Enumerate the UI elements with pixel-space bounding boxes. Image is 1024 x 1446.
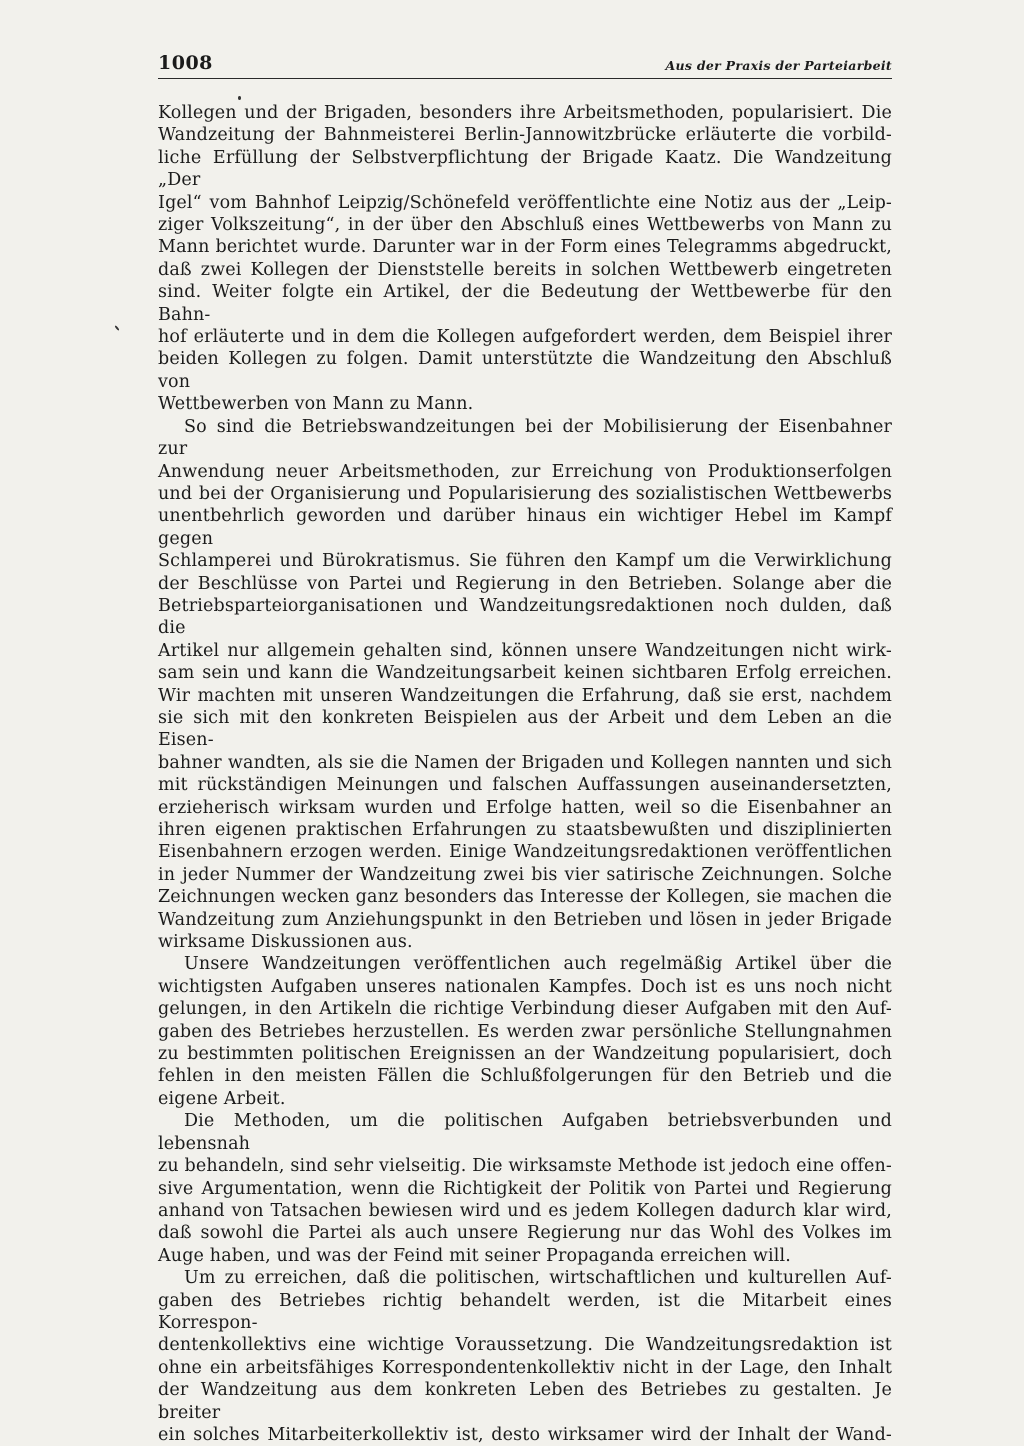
text-line: Unsere Wandzeitungen veröffentlichen auch regelmäßig Artikel über die [184,954,892,975]
text-line: Eisenbahnern erzogen werden. Einige Wandzeitungsredaktionen veröffentlichen [158,842,892,863]
text-line: Schlamperei und Bürokratismus. Sie führen den Kampf um die Verwirklichung [158,551,892,572]
text-line: sie sich mit den konkreten Beispielen aus der Arbeit und dem Leben an die Eisen- [158,707,892,751]
text-line: eigene Arbeit. [158,1088,286,1109]
text-line: Artikel nur allgemein gehalten sind, können unsere Wandzeitungen nicht wirk- [158,640,892,661]
text-line: Betriebsparteiorganisationen und Wandzeitungsredaktionen noch dulden, daß die [158,595,892,639]
text-line: fehlen in den meisten Fällen die Schlußfolgerungen für den Betrieb und die [158,1066,892,1087]
text-line: Wandzeitung der Bahnmeisterei Berlin-Jannowitzbrücke erläuterte die vorbild- [158,125,892,146]
text-line: Mann berichtet wurde. Darunter war in der Form eines Telegramms abgedruckt, [158,237,892,258]
page-number: 1008 [158,52,213,74]
text-line: sive Argumentation, wenn die Richtigkeit der Politik von Partei und Regierung [158,1178,892,1199]
text-line: anhand von Tatsachen bewiesen wird und es jedem Kollegen dadurch klar wird, [158,1200,892,1221]
text-line: Um zu erreichen, daß die politischen, wirtschaftlichen und kulturellen Auf- [184,1268,892,1289]
text-line: hof erläuterte und in dem die Kollegen aufgefordert werden, dem Beispiel ihrer [158,327,892,348]
text-line: Wandzeitung zum Anziehungspunkt in den Betrieben und lösen in jeder Brigade [158,909,892,930]
text-line: zu behandeln, sind sehr vielseitig. Die wirksamste Methode ist jedoch eine offen- [158,1156,892,1177]
text-line: liche Erfüllung der Selbstverpflichtung der Brigade Kaatz. Die Wandzeitung „Der [158,147,892,191]
text-line: dentenkollektivs eine wichtige Voraussetzung. Die Wandzeitungsredaktion ist [158,1335,892,1356]
text-line: unentbehrlich geworden und darüber hinaus ein wichtiger Hebel im Kampf gegen [158,506,892,549]
text-line: gaben des Betriebes herzustellen. Es werden zwar persönliche Stellungnahmen [158,1021,892,1042]
text-line: Auge haben, und was der Feind mit seiner Propaganda erreichen will. [158,1245,791,1266]
text-line: der Beschlüsse von Partei und Regierung in den Betrieben. Solange aber die [158,573,892,594]
text-line: beiden Kollegen zu folgen. Damit unterstützte die Wandzeitung den Abschluß von [158,349,892,392]
text-line: ein solches Mitarbeiterkollektiv ist, desto wirksamer wird der Inhalt der Wand- [158,1424,892,1445]
running-title: Aus der Praxis der Parteiarbeit [665,58,892,73]
text-line: ziger Volkszeitung“, in der über den Abschluß eines Wettbewerbs von Mann zu [158,215,892,236]
print-speck [238,96,241,100]
text-line: gelungen, in den Artikeln die richtige Verbindung dieser Aufgaben mit den Auf- [158,999,892,1020]
text-line: erzieherisch wirksam wurden und Erfolge hatten, weil so die Eisenbahner an [158,797,892,818]
text-line: bahner wandten, als sie die Namen der Brigaden und Kollegen nannten und sich [158,752,892,773]
text-line: ihren eigenen praktischen Erfahrungen zu staatsbewußten und disziplinierten [158,820,892,840]
text-line: daß sowohl die Partei als auch unsere Regierung nur das Wohl des Volkes im [158,1223,892,1244]
text-line: zu bestimmten politischen Ereignissen an der Wandzeitung popularisiert, doch [158,1044,892,1065]
text-line: in jeder Nummer der Wandzeitung zwei bis vier satirische Zeichnungen. Solche [158,864,892,885]
body-text [158,102,892,1446]
text-line: mit rückständigen Meinungen und falschen Auffassungen auseinandersetzten, [158,775,892,796]
text-line: Die Methoden, um die politischen Aufgaben betriebsverbunden und lebensnah [158,1111,892,1154]
text-line: wichtigsten Aufgaben unseres nationalen Kampfes. Doch ist es uns noch nicht [158,976,892,997]
page-header [158,52,892,79]
text-line: Igel“ vom Bahnhof Leipzig/Schönefeld veröffentlichte eine Notiz aus der „Leip- [158,192,892,213]
text-line: Zeichnungen wecken ganz besonders das Interesse der Kollegen, sie machen die [158,887,892,908]
text-line: und bei der Organisierung und Popularisierung des sozialistischen Wettbewerbs [158,483,892,504]
text-line: sam sein und kann die Wandzeitungsarbeit keinen sichtbaren Erfolg erreichen. [158,663,892,684]
text-line: ohne ein arbeitsfähiges Korrespondentenkollektiv nicht in der Lage, den Inhalt [158,1357,892,1378]
text-line: der Wandzeitung aus dem konkreten Leben des Betriebes zu gestalten. Je breiter [158,1380,892,1423]
text-line: Kollegen und der Brigaden, besonders ihre Arbeitsmethoden, popularisiert. Die [158,103,892,123]
print-speck [114,325,119,331]
text-line: Wir machten mit unseren Wandzeitungen die Erfahrung, daß sie erst, nachdem [158,685,892,706]
text-line: Anwendung neuer Arbeitsmethoden, zur Erreichung von Produktionserfolgen [158,461,892,482]
text-line: Wettbewerben von Mann zu Mann. [158,394,474,415]
text-line: wirksame Diskussionen aus. [158,932,413,953]
text-line: gaben des Betriebes richtig behandelt werden, ist die Mitarbeit eines Korrespon- [158,1290,892,1333]
text-line: daß zwei Kollegen der Dienststelle bereits in solchen Wettbewerb eingetreten [158,259,892,280]
text-line: So sind die Betriebswandzeitungen bei der Mobilisierung der Eisenbahner zur [158,416,892,460]
text-line: sind. Weiter folgte ein Artikel, der die Bedeutung der Wettbewerbe für den Bahn- [158,282,892,325]
